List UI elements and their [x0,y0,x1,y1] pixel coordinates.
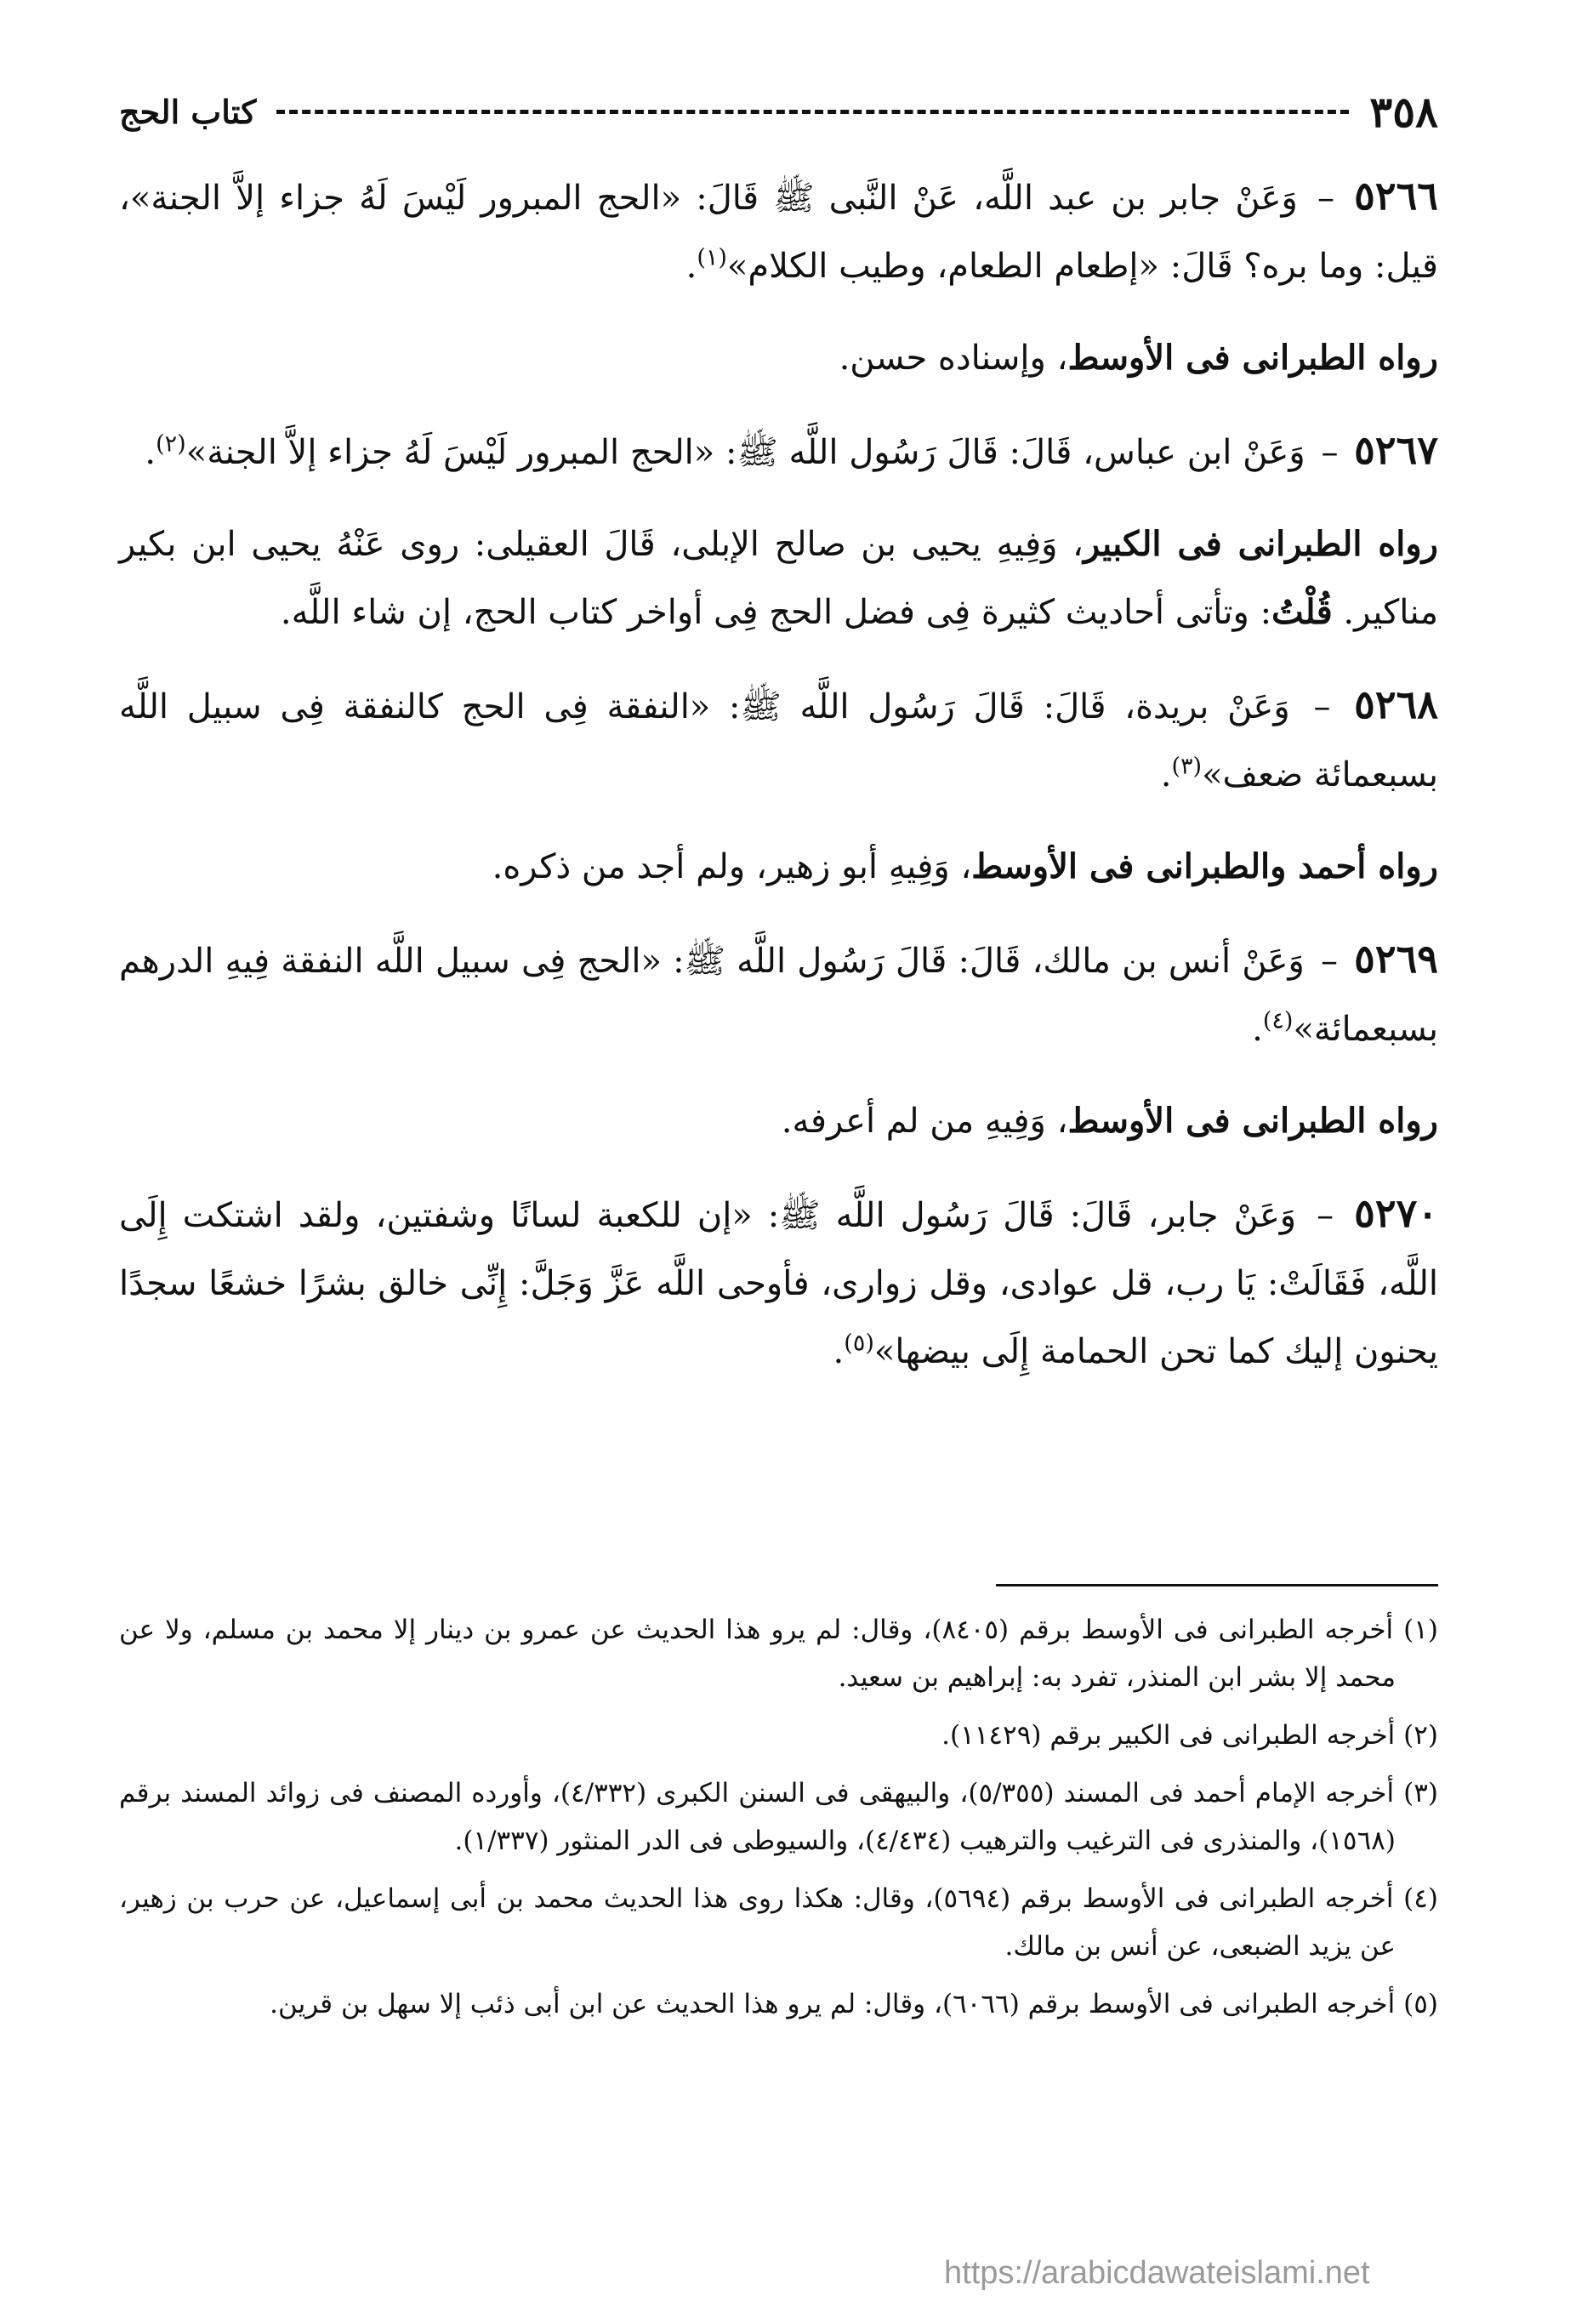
footnotes [119,1606,1438,2038]
qult-text: : وتأتى أحاديث كثيرة فِى فضل الحج فِى أواخر كتاب الحج، إن شاء اللَّه. [280,593,1272,632]
footnote-5: (٥) أخرجه الطبرانى فى الأوسط برقم (٦٠٦٦)، وقال: لم يرو هذا الحديث عن ابن أبى ذئب إلا سهل بن قرين. [270,1989,1438,2019]
hadith-text: وَعَنْ ابن عباس، قَالَ: قَالَ رَسُول اللَّه ﷺ: «الحج المبرور لَيْسَ لَهُ جزاء إلاَّ الجنة» [185,433,1305,472]
commentary-text: ، وإسناده حسن. [839,339,1068,378]
hadith-text: وَعَنْ جابر، قَالَ: قَالَ رَسُول اللَّه ﷺ: «إن للكعبة لسانًا وشفتين، ولقد اشتكت إِلَى اللَّه، فَقَالَتْ: يَا رب، قل عوادى، وقل زوارى، فأوحى اللَّه عَزَّ وَجَلَّ: إِنِّى خالق بشرًا خشعًا سجدًا يحنون إليك كما تحن الحمامة إِلَى بيضها» [119,1196,1438,1371]
commentary-5267 [119,510,1438,647]
qult-marker: قُلْتُ [1271,592,1333,632]
footnote-divider [996,1584,1438,1586]
watermark-url: https://arabicdawateislami.net [944,2255,1370,2291]
header-divider [276,110,1349,114]
footnote-ref: (٥) [844,1330,874,1357]
commentary-text: ، وَفِيهِ أبو زهير، ولم أجد من ذكره. [492,847,972,886]
commentary-5269 [119,1087,1438,1155]
footnote-ref: (٢) [156,430,186,458]
footnote-1: (١) أخرجه الطبرانى فى الأوسط برقم (٨٤٠٥)، وقال: لم يرو هذا الحديث عن عمرو بن دينار إلا محمد بن مسلم، ولا عن محمد إلا بشر ابن المنذر، تفرد به: إبراهيم بن سعيد. [119,1615,1438,1693]
hadith-5268: ٥٢٦٨ – وَعَنْ بريدة، قَالَ: قَالَ رَسُول اللَّه ﷺ: «النفقة فِى الحج كالنفقة فِى سبيل اللَّه بسبعمائة ضعف»$^{(٣)}$. [119,681,1438,795]
page-number: ٣٥٨ [1369,86,1438,137]
commentary-5266 [119,324,1438,392]
hadith-number: ٥٢٧٠ [1354,1190,1438,1236]
book-title: كتاب الحج [119,92,257,131]
commentary-text: ، وَفِيهِ من لم أعرفه. [781,1102,1068,1141]
footnote-ref: (٣) [1171,753,1203,780]
hadith-text: وَعَنْ جابر بن عبد اللَّه، عَنْ النَّبى ﷺ قَالَ: «الحج المبرور لَيْسَ لَهُ جزاء إلاَّ الجنة»، قيل: وما بره؟ قَالَ: «إطعام الطعام، وطيب الكلام» [119,179,1438,286]
hadith-number: ٥٢٦٧ [1354,427,1438,473]
footnote-4: (٤) أخرجه الطبرانى فى الأوسط برقم (٥٦٩٤)، وقال: هكذا روى هذا الحديث محمد بن أبى إسماعيل، عن حرب بن زهير، عن يزيد الضبعى، عن أنس بن مالك. [119,1883,1438,1962]
hadith-number: ٥٢٦٩ [1354,936,1438,982]
hadith-5269: ٥٢٦٩ – وَعَنْ أنس بن مالك، قَالَ: قَالَ رَسُول اللَّه ﷺ: «الحج فِى سبيل اللَّه النفقة فِيهِ الدرهم بسبعمائة»$^{(٤)}$. [119,936,1438,1049]
footnote-ref: (٤) [1262,1007,1294,1034]
commentary-5268 [119,833,1438,901]
main-text [119,162,1438,1410]
hadith-text: وَعَنْ أنس بن مالك، قَالَ: قَالَ رَسُول اللَّه ﷺ: «الحج فِى سبيل اللَّه النفقة فِيهِ الدرهم بسبعمائة» [119,942,1438,1049]
footnote-3: (٣) أخرجه الإمام أحمد فى المسند (٥/٣٥٥)، والبيهقى فى السنن الكبرى (٤/٣٣٢)، وأورده المصنف فى زوائد المسند برقم (١٥٦٨)، والمنذرى فى الترغيب والترهيب (٤/٤٣٤)، والسيوطى فى الدر المنثور (١/٣٣٧). [119,1778,1439,1856]
source-citation: رواه الطبرانى فى الكبير [1083,524,1438,564]
footnote-ref: (١) [697,244,727,271]
hadith-5267: ٥٢٦٧ – وَعَنْ ابن عباس، قَالَ: قَالَ رَسُول اللَّه ﷺ: «الحج المبرور لَيْسَ لَهُ جزاء إلاَّ الجنة»$^{(٢)}$. [145,427,1438,473]
source-citation: رواه الطبرانى فى الأوسط [1067,1101,1438,1141]
footnote-2: (٢) أخرجه الطبرانى فى الكبير برقم (١١٤٢٩). [941,1720,1438,1751]
hadith-text: وَعَنْ بريدة، قَالَ: قَالَ رَسُول اللَّه ﷺ: «النفقة فِى الحج كالنفقة فِى سبيل اللَّه بسبعمائة ضعف» [119,687,1438,795]
hadith-5266: ٥٢٦٦ – وَعَنْ جابر بن عبد اللَّه، عَنْ النَّبى ﷺ قَالَ: «الحج المبرور لَيْسَ لَهُ جزاء إلاَّ الجنة»، قيل: وما بره؟ قَالَ: «إطعام الطعام، وطيب الكلام»$^{(١)}$. [119,173,1438,286]
hadith-5270: ٥٢٧٠ – وَعَنْ جابر، قَالَ: قَالَ رَسُول اللَّه ﷺ: «إن للكعبة لسانًا وشفتين، ولقد اشتكت إِلَى اللَّه، فَقَالَتْ: يَا رب، قل عوادى، وقل زوارى، فأوحى اللَّه عَزَّ وَجَلَّ: إِنِّى خالق بشرًا خشعًا سجدًا يحنون إليك كما تحن الحمامة إِلَى بيضها»$^{(٥)}$. [119,1190,1438,1371]
hadith-number: ٥٢٦٦ [1354,173,1438,219]
hadith-number: ٥٢٦٨ [1354,681,1438,727]
source-citation: رواه أحمد والطبرانى فى الأوسط [971,846,1438,886]
commentary-text: ، وَفِيهِ يحيى بن صالح الإبلى، قَالَ العقيلى: روى عَنْهُ يحيى ابن بكير مناكير. [119,525,1438,632]
source-citation: رواه الطبرانى فى الأوسط [1067,338,1438,378]
page-header [119,82,1438,141]
